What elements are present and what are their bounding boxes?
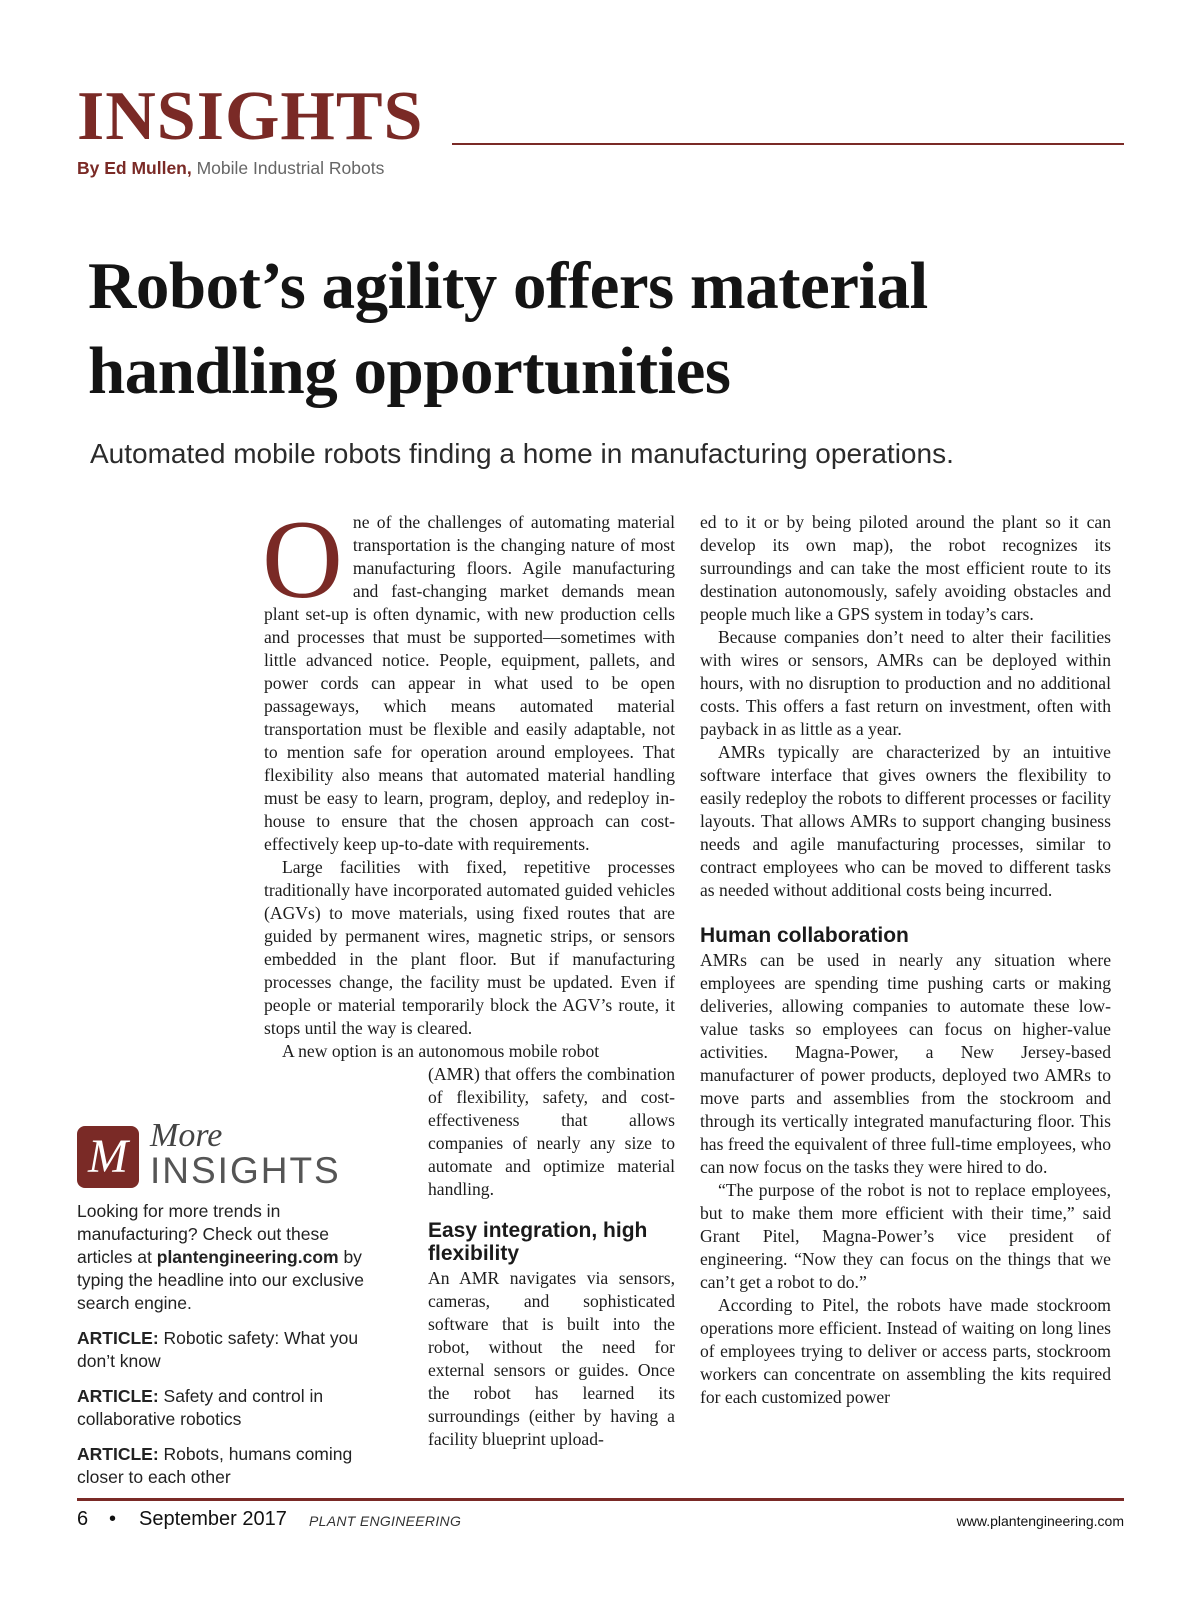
article-title: Robotic safety: What you don’t know <box>77 1328 359 1371</box>
sidebar-intro-text: Looking for more trends in manufacturing? Check out these articles at <box>77 1201 329 1267</box>
article-title: Robots, humans coming closer to each other <box>77 1444 353 1487</box>
page-number: 6 <box>77 1508 89 1530</box>
sidebar-insights: INSIGHTS <box>150 1150 341 1191</box>
paragraph-8: AMRs can be used in nearly any situation where employees are spending time pushing carts or making deliveries, allowing companies to automate these low-value tasks so employees can focus on higher-value activities. Magna-Power, a New Jersey-based manufacturer of power products, deployed two AMRs to move parts and assemblies from the stockroom and through its vertically integrated manufacturing floor. This has freed the equivalent of three full-time employees, who can now focus on the tasks they were hired to do. <box>700 950 1111 1177</box>
sidebar-site-link[interactable]: plantengineering.com <box>156 1247 339 1267</box>
article-headline: Robot’s agility offers material handling opportunities <box>88 249 928 408</box>
footer-bullet: • <box>109 1508 117 1530</box>
sidebar-body <box>77 1200 377 1501</box>
middle-column-lower <box>428 1063 675 1451</box>
byline-author: By Ed Mullen, <box>77 158 192 178</box>
sidebar-intro <box>77 1200 377 1315</box>
article-label: ARTICLE: <box>77 1444 159 1464</box>
subhead-human-collaboration: Human collaboration <box>700 924 909 947</box>
section-brand: INSIGHTS <box>77 78 424 155</box>
article-label: ARTICLE: <box>77 1386 159 1406</box>
paragraph-5: ed to it or by being piloted around the plant so it can develop its own map), the robot recognizes its surroundings and can take the most efficient route to its destination autonomously, safely avoiding obstacles and people much like a GPS system in today’s cars. <box>700 512 1111 624</box>
article-title: Safety and control in collaborative robotics <box>77 1386 324 1429</box>
subhead-easy-integration: Easy integration, high flexibility <box>428 1219 648 1265</box>
article-column-right <box>700 511 1111 1409</box>
byline-company: Mobile Industrial Robots <box>196 158 385 178</box>
more-insights-logo-icon: M <box>77 1126 139 1188</box>
page-footer <box>77 1508 1124 1532</box>
paragraph-3b: (AMR) that offers the combination of flexibility, safety, and cost-effectiveness that allows companies of nearly any size to automate and optimize material handling. <box>428 1064 675 1199</box>
sidebar-more: More <box>150 1117 223 1154</box>
byline <box>77 158 384 179</box>
paragraph-3a: A new option is an autonomous mobile robot <box>282 1041 600 1061</box>
paragraph-9: “The purpose of the robot is not to replace employees, but to make them more efficient with their time,” said Grant Pitel, Magna-Power’s vice president of engineering. “Now they can focus on the things that we can’t get a robot to do.” <box>700 1180 1111 1292</box>
sidebar-article-1[interactable] <box>77 1327 377 1373</box>
paragraph-2: Large facilities with fixed, repetitive processes traditionally have incorporated automated guided vehicles (AGVs) to move materials, using fixed routes that are guided by permanent wires, magnetic strips, or sensors embedded in the plant floor. But if manufacturing processes change, the facility must be updated. Even if people or material temporarily block the AGV’s route, it stops until the way is cleared. <box>264 857 675 1038</box>
footer-url[interactable]: www.plantengineering.com <box>956 1513 1124 1529</box>
paragraph-10: According to Pitel, the robots have made stockroom operations more efficient. Instead of waiting on long lines of employees trying to deliver or access parts, stockroom workers can concentrate on assembling the kits required for each customized power <box>700 1295 1111 1407</box>
header-rule <box>452 143 1124 145</box>
drop-cap: O <box>262 498 343 622</box>
sidebar-intro-text-2: by typing the headline into our exclusive search engine. <box>77 1247 364 1313</box>
article-label: ARTICLE: <box>77 1328 159 1348</box>
paragraph-6: Because companies don’t need to alter their facilities with wires or sensors, AMRs can be deployed within hours, with no disruption to production and no additional costs. This offers a fast return on investment, often with payback in as little as a year. <box>700 627 1111 739</box>
paragraph-1: ne of the challenges of automating material transportation is the changing nature of most manufacturing floors. Agile manufacturing and fast-changing market demands mean plant set-up is often dynamic, with new production cells and processes that must be supported—sometimes with little advanced notice. People, equipment, pallets, and power cords can appear in what used to be open passageways, which means automated material transportation must be flexible and easily adaptable, not to mention safe for operation around employees. That flexibility also means that automated material handling must be easy to learn, program, deploy, and redeploy in-house to ensure that the chosen approach can cost-effectively keep up-to-date with requirements. <box>264 512 675 854</box>
sidebar-article-3[interactable] <box>77 1443 377 1489</box>
footer-rule <box>77 1498 1124 1501</box>
sidebar-article-2[interactable] <box>77 1385 377 1431</box>
article-deck: Automated mobile robots finding a home in manufacturing operations. <box>90 438 954 469</box>
publication-name: PLANT ENGINEERING <box>309 1513 462 1529</box>
paragraph-7: AMRs typically are characterized by an intuitive software interface that gives owners the flexibility to easily redeploy the robots to different processes or facility layouts. That allows AMRs to support changing business needs and agile manufacturing processes, similar to contract employees who can be moved to different tasks as needed without additional costs being incurred. <box>700 742 1111 900</box>
issue-date: September 2017 <box>139 1508 287 1530</box>
paragraph-4: An AMR navigates via sensors, cameras, and sophisticated software that is built into the robot, without the need for external sensors or guides. Once the robot has learned its surroundings (either by having a facility blueprint upload- <box>428 1268 675 1449</box>
